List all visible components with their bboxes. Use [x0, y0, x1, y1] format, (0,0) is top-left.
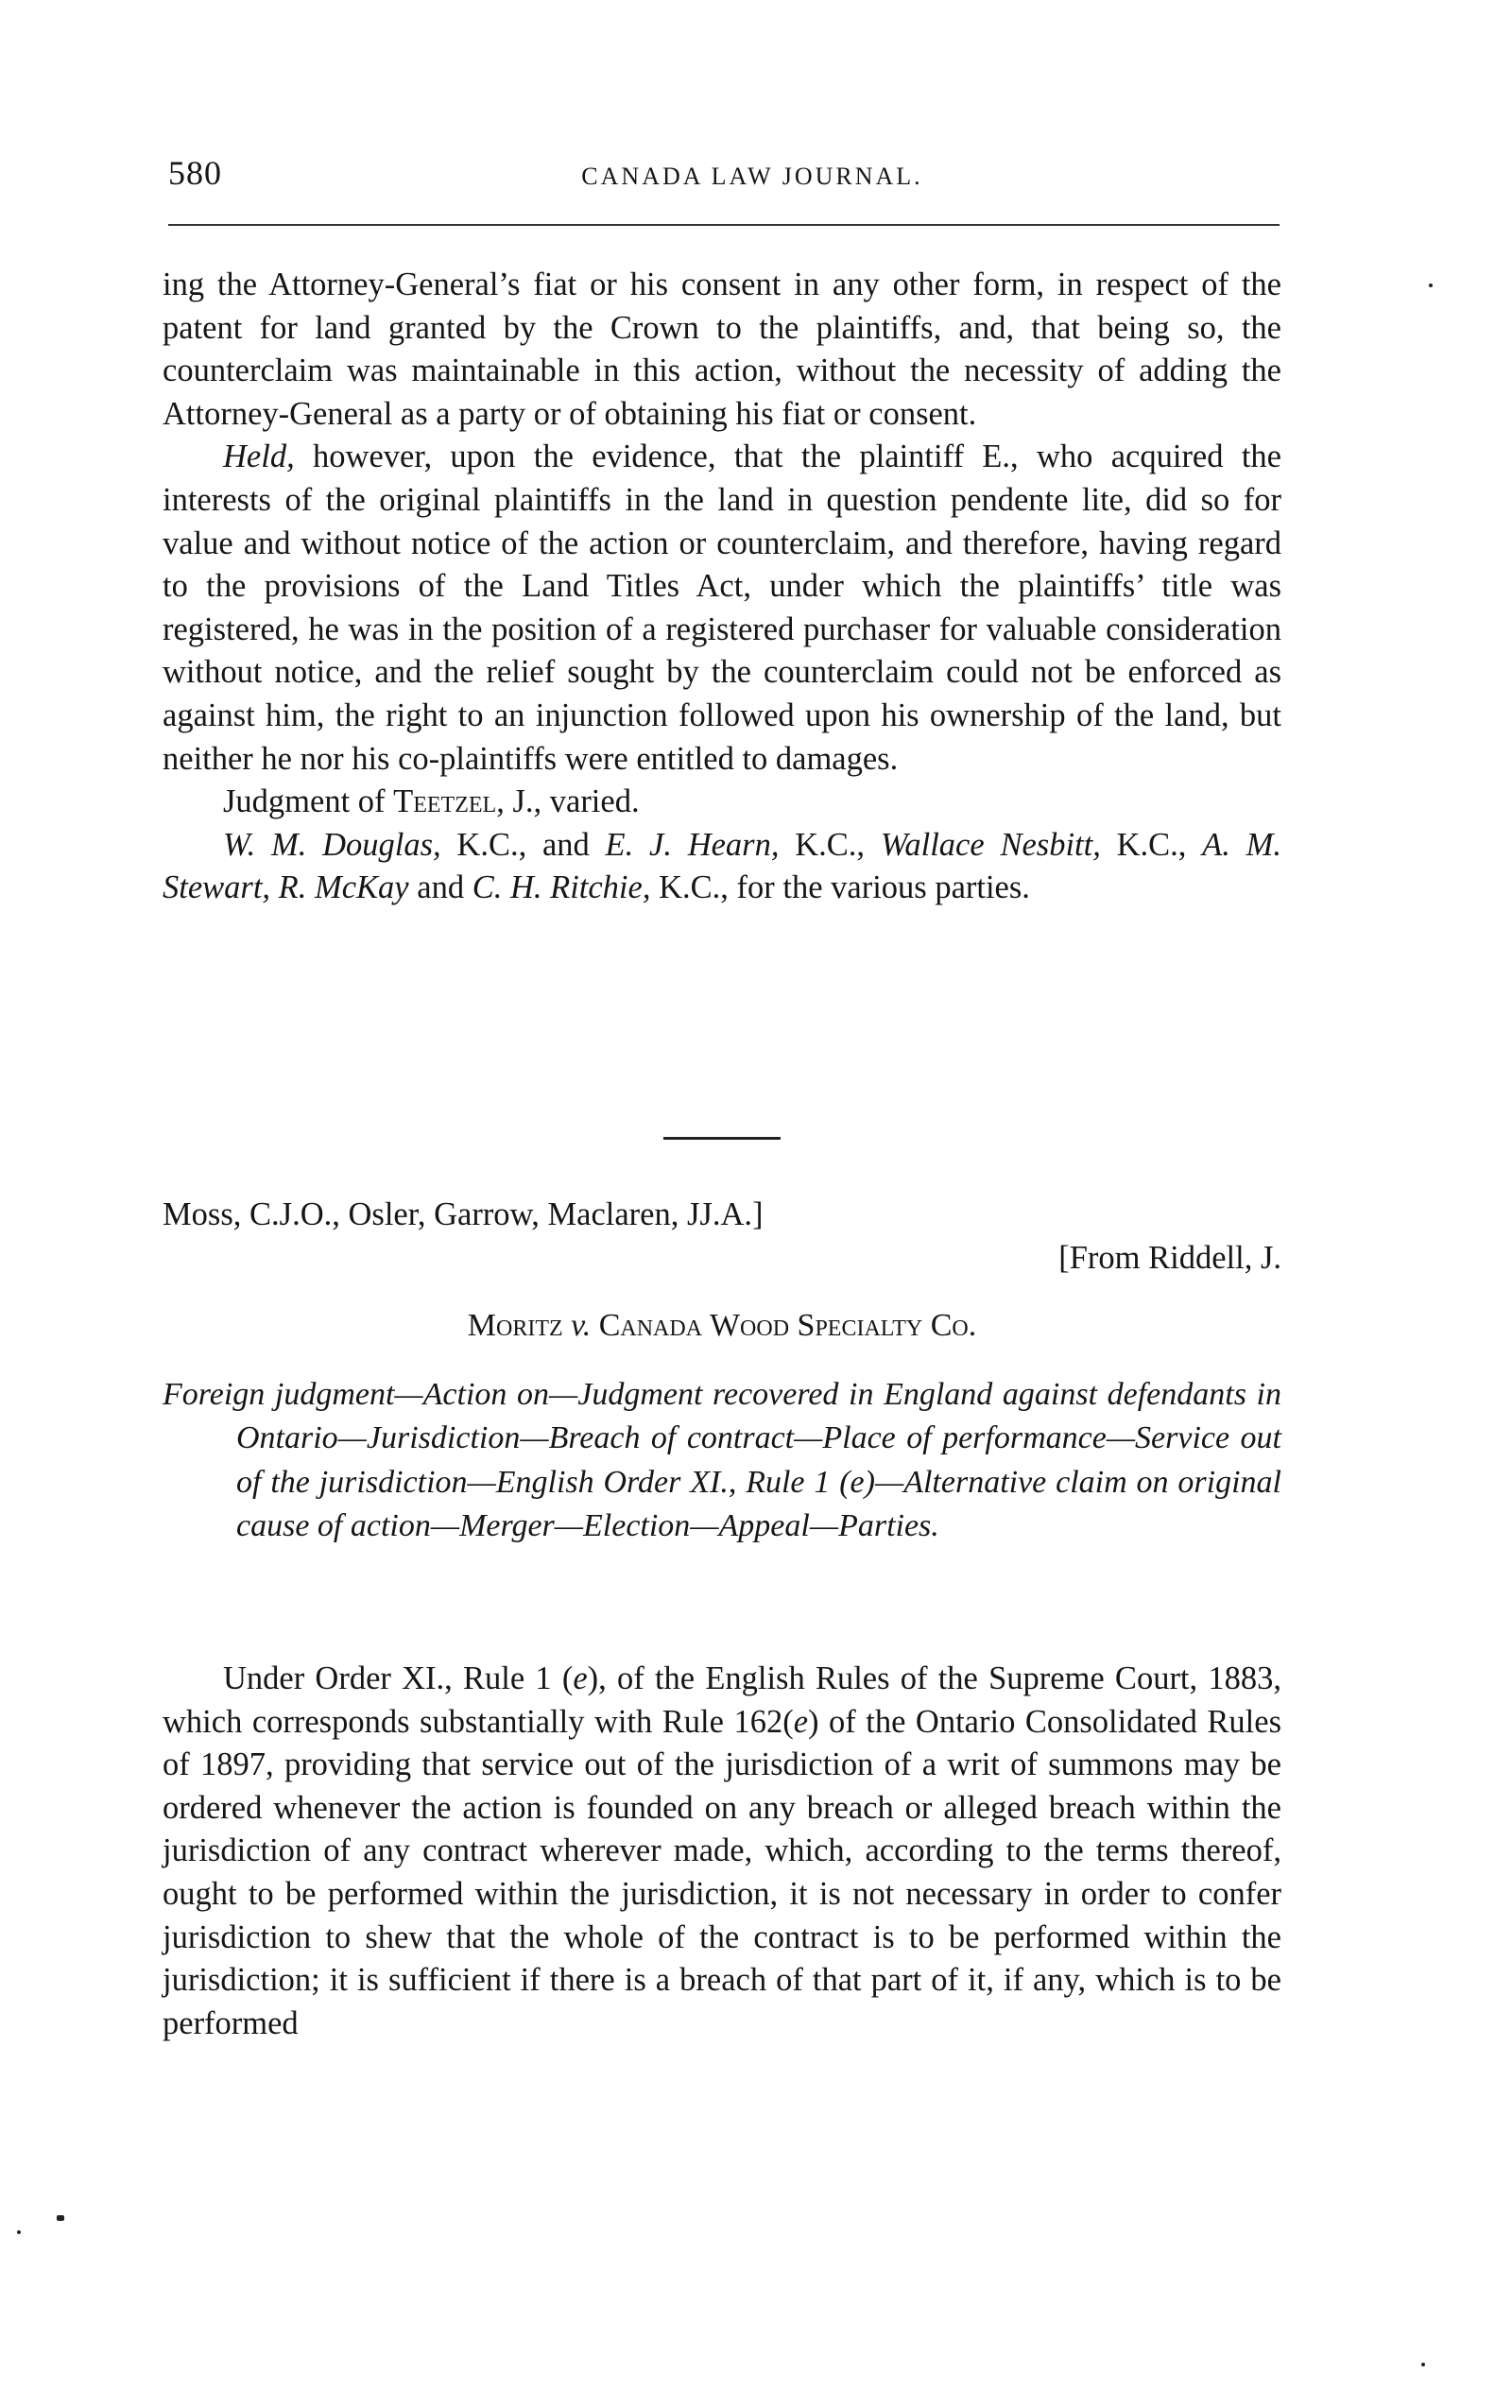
judgment-prefix: Judgment of — [223, 783, 394, 820]
counsel-name: W. M. Douglas, — [223, 826, 441, 863]
bench-line — [163, 1193, 1281, 1280]
judgment-suffix: , J., varied. — [496, 783, 640, 820]
case-versus: v. — [571, 1308, 592, 1343]
case-party-defendant: Canada Wood Specialty Co. — [598, 1308, 977, 1343]
bench-judges: Moss, C.J.O., Osler, Garrow, Maclaren, JJ.A.] — [163, 1196, 764, 1232]
counsel-name: Wallace Nesbitt, — [880, 826, 1101, 863]
page-speck — [17, 2230, 21, 2234]
counsel-name: A. M. Stewart, R. McKay — [163, 826, 1281, 906]
page-speck — [57, 2215, 64, 2221]
header-rule — [168, 224, 1280, 226]
body-text-1: Under Order XI., Rule 1 ( — [223, 1660, 574, 1696]
held-text: however, upon the evidence, that the plaintiff E., who acquired the interests of the original plaintiffs in the land in question pendente lite, did so for value and without notice of the action or counterclaim, and therefore, having regard to the provisions of the Land Titles Act, under which the plaintiffs’ title was registered, he was in the position of a registered purchaser for valuable consideration without notice, and the relief sought by the counterclaim could not be enforced as against him, the right to an injunction followed upon his ownership of the land, but neither he nor his co-plaintiffs were entitled to damages. — [163, 439, 1281, 777]
held-label: Held, — [223, 439, 295, 475]
continuation-paragraph: ing the Attorney-General’s fiat or his consent in any other form, in respect of the patent for land granted by the Crown to the plaintiffs, and, that being so, the counterclaim was maintainable in this action, without the necessity of adding the Attorney-General as a party or of obtaining his fiat or consent. — [163, 267, 1281, 432]
counsel-name: C. H. Ritchie, — [472, 869, 651, 906]
body-italic-e: e — [573, 1660, 588, 1696]
case-title — [163, 1304, 1281, 1348]
section-divider — [663, 1137, 781, 1140]
journal-title: CANADA LAW JOURNAL. — [581, 163, 923, 190]
counsel-text: K.C., for the various parties. — [650, 869, 1030, 906]
counsel-text: K.C., and — [440, 826, 606, 863]
counsel-paragraph — [163, 824, 1281, 910]
page-speck — [1421, 2363, 1425, 2366]
headnote-keywords: Foreign judgment—Action on—Judgment recovered in England against defendants in Ontario—Jurisdiction—Breach of contract—Place of performance—Service out of the jurisdiction—English Order XI., Rule 1 (e)—Alternative claim on original cause of action—Merger—Election—Appeal—Parties. — [163, 1377, 1281, 1543]
running-head — [168, 149, 1280, 197]
body-text-2: ), of the English Rules of the Supreme Court, 1883, which corresponds substantially with Rule 162( — [163, 1660, 1281, 1740]
counsel-name: E. J. Hearn, — [605, 826, 780, 863]
judgment-judge: Teetzel — [393, 783, 497, 820]
page-speck — [1429, 284, 1433, 287]
counsel-text: and — [408, 869, 472, 906]
page-number: 580 — [168, 154, 222, 192]
counsel-text: K.C., — [779, 826, 881, 863]
body-italic-e: e — [793, 1703, 809, 1740]
judgment-line — [163, 781, 1281, 824]
counsel-text: K.C., — [1100, 826, 1203, 863]
body-text-3: ) of the Ontario Consolidated Rules of 1897, providing that service out of the jurisdiction of a writ of summons may be ordered whenever the action is founded on any breach or alleged breach within the jurisdiction of any contract wherever made, which, according to the terms thereof, ought to be performed within the jurisdiction, it is not necessary in order to confer jurisdiction to shew that the whole of the contract is to be performed within the jurisdiction; it is sufficient if there is a breach of that part of it, if any, which is to be performed — [163, 1703, 1281, 2041]
continued-case-text — [163, 264, 1281, 910]
case-body — [163, 1658, 1281, 2045]
case-party-plaintiff: Moritz — [467, 1308, 563, 1343]
held-paragraph — [163, 436, 1281, 781]
case-body-paragraph — [163, 1658, 1281, 2045]
appeal-from: [From Riddell, J. — [1058, 1240, 1281, 1276]
